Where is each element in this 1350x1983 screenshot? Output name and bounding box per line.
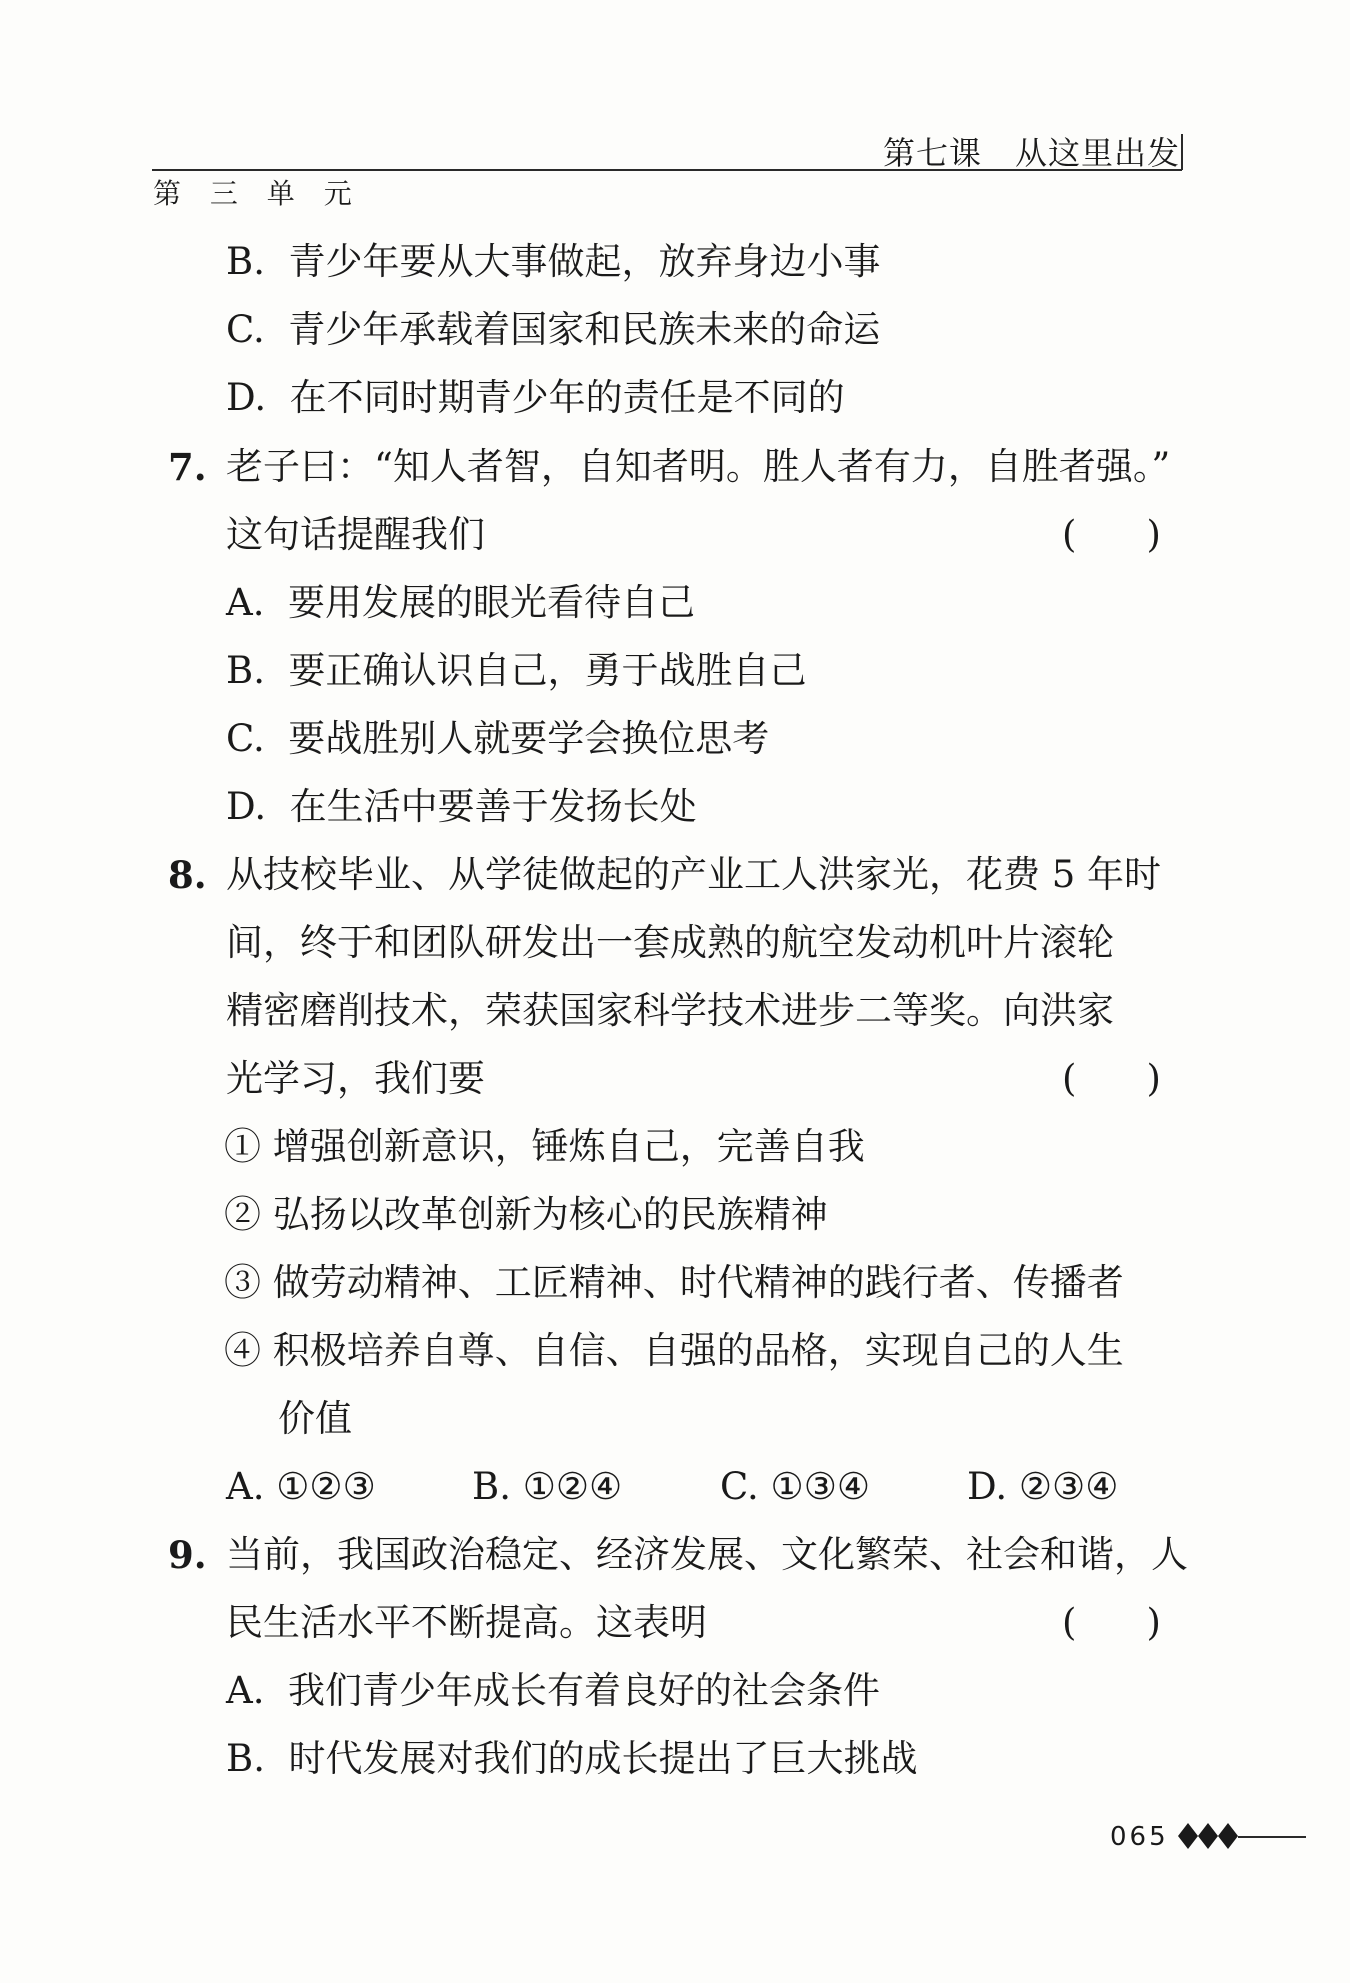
q7-option-b: B. 要正确认识自己，勇于战胜自己: [226, 649, 807, 692]
q9-answer-bracket: ( ): [1062, 1601, 1161, 1644]
q8-number: 8.: [168, 853, 207, 897]
q7-option-d: D. 在生活中要善于发扬长处: [226, 785, 697, 828]
q6-option-b: B. 青少年要从大事做起，放弃身边小事: [226, 240, 881, 283]
q8-statement-1: ① 增强创新意识，锤炼自己，完善自我: [224, 1125, 865, 1168]
q8-statement-2: ② 弘扬以改革创新为核心的民族精神: [224, 1193, 828, 1236]
q9-number: 9.: [168, 1533, 207, 1577]
q8-choice-a: A. ①②③: [226, 1465, 376, 1508]
q8-statement-4: ④ 积极培养自尊、自信、自强的品格，实现自己的人生: [224, 1329, 1124, 1372]
q8-statement-3: ③ 做劳动精神、工匠精神、时代精神的践行者、传播者: [224, 1261, 1124, 1304]
q7-stem-line1: 老子曰：“知人者智，自知者明。胜人者有力，自胜者强。”: [226, 445, 1171, 488]
header-rule: [152, 169, 1182, 171]
q7-option-c: C. 要战胜别人就要学会换位思考: [226, 717, 770, 760]
q8-choice-c: C. ①③④: [720, 1465, 871, 1508]
unit-label: 第 三 单 元: [153, 177, 362, 210]
q8-choice-b: B. ①②④: [472, 1465, 623, 1508]
diamond-icon: [1218, 1823, 1238, 1849]
q8-answer-bracket: ( ): [1062, 1057, 1161, 1100]
q7-number: 7.: [168, 445, 207, 489]
diamond-icon: [1178, 1823, 1198, 1849]
header-tick: [1181, 134, 1183, 170]
q9-option-b: B. 时代发展对我们的成长提出了巨大挑战: [226, 1737, 918, 1780]
q9-stem-line1: 当前，我国政治稳定、经济发展、文化繁荣、社会和谐，人: [226, 1533, 1188, 1576]
q9-option-a: A. 我们青少年成长有着良好的社会条件: [226, 1669, 881, 1712]
q9-stem-line2: 民生活水平不断提高。这表明: [226, 1601, 707, 1644]
q6-option-d: D. 在不同时期青少年的责任是不同的: [226, 376, 845, 419]
q8-stem-line3: 精密磨削技术，荣获国家科学技术进步二等奖。向洪家: [226, 989, 1114, 1032]
q8-stem-line1: 从技校毕业、从学徒做起的产业工人洪家光，花费 5 年时: [226, 853, 1162, 896]
lesson-title: 第七课 从这里出发: [882, 134, 1180, 172]
q8-choice-d: D. ②③④: [967, 1465, 1119, 1508]
q7-answer-bracket: ( ): [1062, 513, 1161, 556]
page-number: 065: [1110, 1822, 1169, 1852]
q8-statement-4-cont: 价值: [278, 1397, 352, 1440]
diamond-icon: [1198, 1823, 1218, 1849]
footer-rule: [1238, 1836, 1306, 1838]
q7-stem-line2: 这句话提醒我们: [226, 513, 485, 556]
q7-option-a: A. 要用发展的眼光看待自己: [226, 581, 696, 624]
q8-stem-line2: 间，终于和团队研发出一套成熟的航空发动机叶片滚轮: [226, 921, 1114, 964]
q6-option-c: C. 青少年承载着国家和民族未来的命运: [226, 308, 881, 351]
q8-stem-line4: 光学习，我们要: [226, 1057, 485, 1100]
